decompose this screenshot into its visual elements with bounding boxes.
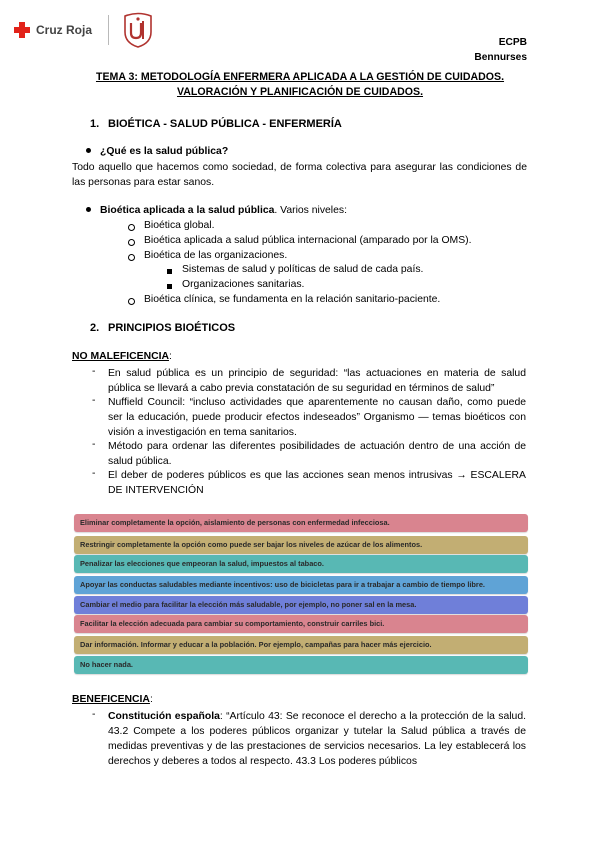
bullet-icon: [86, 148, 91, 153]
circle-bullet-icon: [128, 239, 135, 246]
square-bullet-icon: [167, 269, 172, 274]
dash-bullet: -: [92, 395, 96, 406]
sublevel-item: Sistemas de salud y políticas de salud de cada país.: [182, 264, 424, 275]
beneficencia-item: Constitución española: “Artículo 43: Se reconoce el derecho a la protección de la salud. 43.2 Compete a los poderes públicos organizar y tutelar la Salud pública a través de medidas preventivas y de las prestaciones de servicios necesarios. La ley establecerá los derechos y deberes a todos al respecto. 43.3 Los poderes públicos: [108, 711, 526, 767]
no-maleficencia-item: El deber de poderes públicos es que las acciones sean menos intrusivas → ESCALERA DE INTERVENCIÓN: [108, 470, 526, 496]
title-line-1: TEMA 3: METODOLOGÍA ENFERMERA APLICADA A LA GESTIÓN DE CUIDADOS.: [95, 71, 505, 83]
logo-divider: [108, 15, 109, 45]
beneficencia-heading: BENEFICENCIA:: [72, 694, 153, 705]
ladder-step: Dar información. Informar y educar a la población. Por ejemplo, campañas para hacer más ejercicio.: [74, 636, 528, 654]
red-cross-icon: [14, 22, 30, 38]
circle-bullet-icon: [128, 298, 135, 305]
square-bullet-icon: [167, 284, 172, 289]
level-item: Bioética global.: [144, 220, 215, 231]
university-crest-icon: [121, 12, 155, 48]
dash-bullet: -: [92, 468, 96, 479]
title-line-2: VALORACIÓN Y PLANIFICACIÓN DE CUIDADOS.: [176, 85, 424, 98]
question-answer: Todo aquello que hacemos como sociedad, de forma colectiva para asegurar las condiciones de las personas para estar sanos.: [72, 162, 527, 188]
course-label: ECPB: [498, 37, 527, 48]
circle-bullet-icon: [128, 224, 135, 231]
level-item: Bioética aplicada a salud pública internacional (amparado por la OMS).: [144, 235, 472, 246]
no-maleficencia-item: Método para ordenar las diferentes posibilidades de actuación dentro de una acción de salud pública.: [108, 441, 526, 467]
level-item: Bioética de las organizaciones.: [144, 250, 288, 261]
ladder-step: No hacer nada.: [74, 656, 528, 674]
dash-bullet: -: [92, 366, 96, 377]
ladder-step: Eliminar completamente la opción, aislamiento de personas con enfermedad infecciosa.: [74, 514, 528, 532]
dash-bullet: -: [92, 709, 96, 720]
no-maleficencia-item: Nuffield Council: “incluso actividades que aparentemente no causan daño, como puede ser la educación, puede producir efectos indeseados” Organismo — temas bioéticos con visión a investigación en tema sanitarios.: [108, 397, 526, 438]
section-2-heading: 2. PRINCIPIOS BIOÉTICOS: [90, 322, 236, 334]
ladder-step: Restringir completamente la opción como puede ser bajar los niveles de azúcar de los alimentos.: [74, 536, 528, 554]
cruz-roja-logo-text: Cruz Roja: [36, 23, 93, 37]
sublevel-item: Organizaciones sanitarias.: [182, 279, 305, 290]
no-maleficencia-item: En salud pública es un principio de seguridad: “las actuaciones en materia de salud pública se llevará a cabo previa constatación de su seguridad en términos de salud”: [108, 368, 526, 394]
ladder-step: Cambiar el medio para facilitar la elección más saludable, por ejemplo, no poner sal en la mesa.: [74, 596, 528, 614]
bullet-icon: [86, 207, 91, 212]
question-heading: ¿Qué es la salud pública?: [86, 146, 228, 157]
header-logos: [14, 10, 155, 50]
circle-bullet-icon: [128, 254, 135, 261]
bioetica-heading: Bioética aplicada a la salud pública. Varios niveles:: [86, 205, 347, 216]
section-1-heading: 1. BIOÉTICA - SALUD PÚBLICA - ENFERMERÍA: [90, 118, 342, 130]
ladder-step: Penalizar las elecciones que empeoran la salud, impuestos al tabaco.: [74, 555, 528, 573]
ladder-step: Facilitar la elección adecuada para cambiar su comportamiento, construir carriles bici.: [74, 615, 528, 633]
author-label: Bennurses: [474, 52, 527, 63]
no-maleficencia-heading: NO MALEFICENCIA:: [72, 351, 172, 362]
dash-bullet: -: [92, 439, 96, 450]
level-item: Bioética clínica, se fundamenta en la relación sanitario-paciente.: [144, 294, 441, 305]
ladder-step: Apoyar las conductas saludables mediante incentivos: uso de bicicletas para ir a trabajar a cambio de tiempo libre.: [74, 576, 528, 594]
page-title: [60, 70, 540, 99]
